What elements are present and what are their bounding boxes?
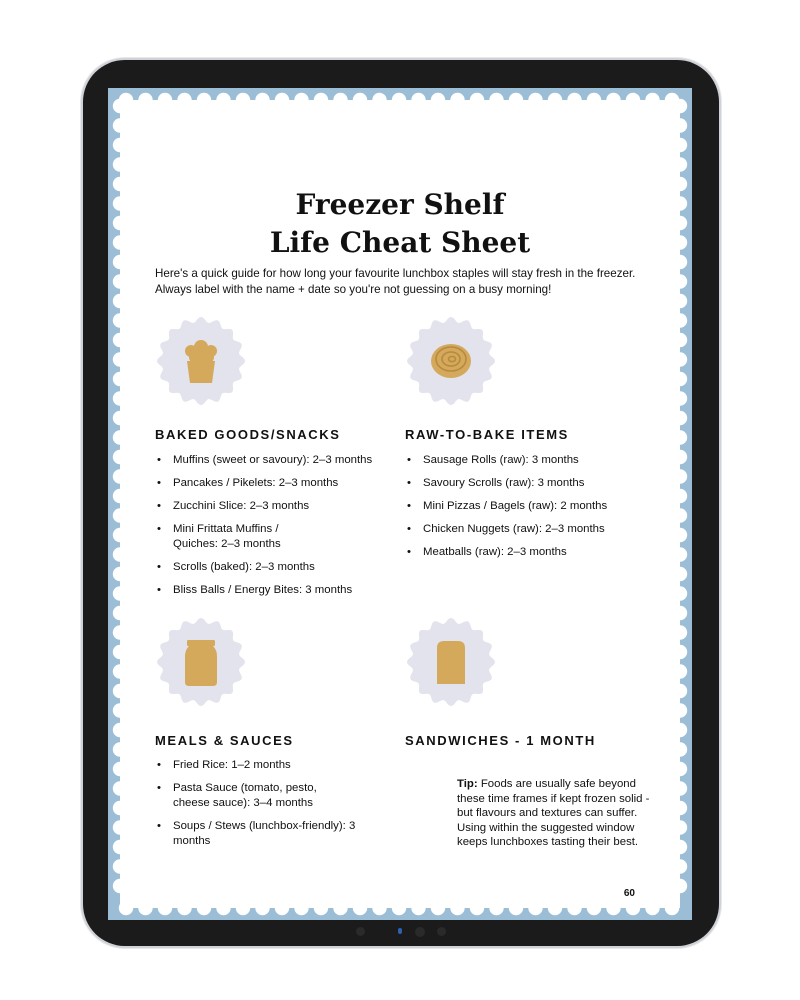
tip-note bbox=[457, 777, 653, 850]
list-item: • Bliss Balls / Energy Bites: 3 months bbox=[155, 583, 405, 598]
section-heading-sandwiches: SANDWICHES - 1 MONTH bbox=[405, 733, 596, 748]
muffin-icon bbox=[185, 340, 217, 383]
list-item: • Meatballs (raw): 2–3 months bbox=[405, 545, 655, 560]
bread-badge bbox=[403, 614, 499, 710]
list-item: • Soups / Stews (lunchbox-friendly): 3 months bbox=[155, 819, 363, 849]
bread-icon bbox=[437, 641, 465, 684]
list-baked-goods bbox=[155, 453, 405, 606]
jar-badge bbox=[153, 614, 249, 710]
list-item: • Pancakes / Pikelets: 2–3 months bbox=[155, 476, 405, 491]
list-item: • Chicken Nuggets (raw): 2–3 months bbox=[405, 522, 655, 537]
scroll-badge bbox=[403, 313, 499, 409]
section-heading-meals-sauces: MEALS & SAUCES bbox=[155, 733, 294, 748]
list-item: • Sausage Rolls (raw): 3 months bbox=[405, 453, 655, 468]
list-item: • Mini Pizzas / Bagels (raw): 2 months bbox=[405, 499, 655, 514]
section-heading-raw-to-bake: RAW-TO-BAKE ITEMS bbox=[405, 427, 569, 442]
page-title bbox=[120, 186, 680, 262]
document-page bbox=[120, 100, 680, 908]
page-number: 60 bbox=[623, 888, 635, 899]
list-item: • Fried Rice: 1–2 months bbox=[155, 758, 395, 773]
camera-dot bbox=[356, 927, 365, 936]
sensor-dot bbox=[437, 927, 446, 936]
tip-text: Foods are usually safe beyond these time frames if kept frozen solid - but flavours and textures can suffer. Using within the suggested window keeps lunchboxes tasting their best. bbox=[457, 778, 650, 849]
list-item: • Pasta Sauce (tomato, pesto, cheese sauce): 3–4 months bbox=[155, 781, 323, 811]
scroll-icon bbox=[431, 344, 471, 378]
intro-text: Here's a quick guide for how long your favourite lunchbox staples will stay fresh in the freezer. Always label with the name + date so you're not guessing on a busy morning! bbox=[155, 267, 636, 296]
list-item: • Zucchini Slice: 2–3 months bbox=[155, 499, 405, 514]
camera-lens bbox=[415, 927, 425, 937]
tip-label: Tip: bbox=[457, 778, 478, 790]
tablet-screen bbox=[108, 88, 692, 920]
list-raw-to-bake bbox=[405, 453, 655, 568]
list-item: • Scrolls (baked): 2–3 months bbox=[155, 560, 405, 575]
muffin-badge bbox=[153, 313, 249, 409]
list-meals-sauces bbox=[155, 758, 395, 857]
jar-icon bbox=[185, 640, 217, 686]
title-line-2: Life Cheat Sheet bbox=[269, 226, 531, 259]
camera-indicator bbox=[398, 928, 402, 934]
section-heading-baked-goods: BAKED GOODS/SNACKS bbox=[155, 427, 341, 442]
list-item: • Muffins (sweet or savoury): 2–3 months bbox=[155, 453, 405, 468]
title-line-1: Freezer Shelf bbox=[295, 188, 505, 221]
list-item: • Mini Frittata Muffins / Quiches: 2–3 months bbox=[155, 522, 323, 552]
list-item: • Savoury Scrolls (raw): 3 months bbox=[405, 476, 655, 491]
